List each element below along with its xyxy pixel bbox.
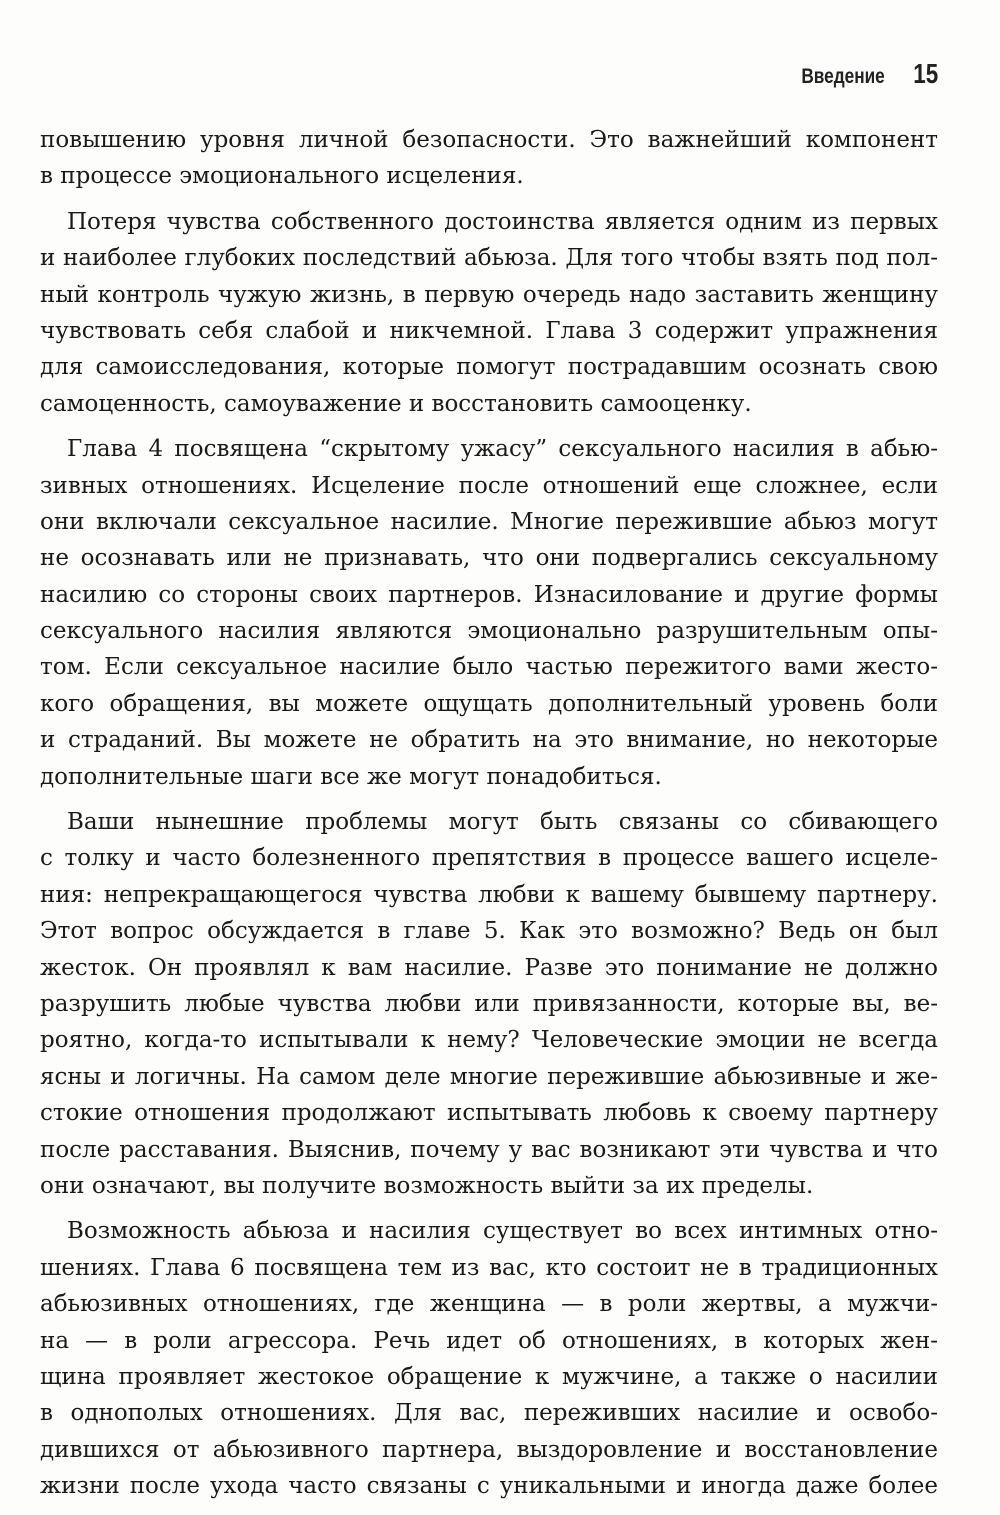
text-line: и наиболее глубоких последствий абьюза. Для того чтобы взять под пол- <box>40 245 938 272</box>
text-line: и страданий. Вы можете не обратить на это внимание, но некоторые <box>40 727 938 754</box>
paragraph <box>40 431 938 795</box>
text-line: Ваши нынешние проблемы могут быть связаны со сбивающего <box>67 809 938 836</box>
text-line: жизни после ухода часто связаны с уникальными и иногда даже более <box>40 1473 938 1500</box>
running-head <box>783 58 938 90</box>
text-line: они включали сексуальное насилие. Многие пережившие абьюз могут <box>40 508 938 535</box>
text-line: чувствовать себя слабой и никчемной. Глава 3 содержит упражнения <box>40 317 938 344</box>
text-line: сексуального насилия являются эмоционально разрушительным опы- <box>40 618 938 645</box>
text-line: том. Если сексуальное насилие было частью пережитого вами жесто- <box>40 654 938 681</box>
text-line: кого обращения, вы можете ощущать дополнительный уровень боли <box>40 690 938 717</box>
text-line: дившихся от абьюзивного партнера, выздоровление и восстановление <box>40 1436 938 1463</box>
paragraph <box>40 804 938 1204</box>
text-line: стокие отношения продолжают испытывать любовь к своему партнеру <box>40 1100 938 1127</box>
text-line: с толку и часто болезненного препятствия в процессе вашего исцеле- <box>40 845 938 872</box>
text-line: в однополых отношениях. Для вас, переживших насилие и освобо- <box>40 1400 938 1427</box>
text-line: в процессе эмоционального исцеления. <box>40 163 524 190</box>
text-line: Потеря чувства собственного достоинства является одним из первых <box>67 208 938 235</box>
text-line: ный контроль чужую жизнь, в первую очередь надо заставить женщину <box>40 281 938 308</box>
paragraph <box>40 1213 938 1504</box>
text-line: ния: непрекращающегося чувства любви к вашему бывшему партнеру. <box>40 881 938 908</box>
text-line: после расставания. Выяснив, почему у вас возникают эти чувства и что <box>40 1136 938 1163</box>
section-title: Введение <box>801 65 885 88</box>
paragraph <box>40 122 938 195</box>
text-line: насилию со стороны своих партнеров. Изнасилование и другие формы <box>40 581 938 608</box>
text-line: не осознавать или не признавать, что они подвергались сексуальному <box>40 545 938 572</box>
paragraph <box>40 204 938 422</box>
text-line: Глава 4 посвящена “скрытому ужасу” сексуального насилия в абью- <box>67 436 938 463</box>
body-text <box>40 122 938 1504</box>
text-line: шениях. Глава 6 посвящена тем из вас, кто состоит не в традиционных <box>40 1254 938 1281</box>
text-line: дополнительные шаги все же могут понадобиться. <box>40 763 662 790</box>
text-line: роятно, когда-то испытывали к нему? Человеческие эмоции не всегда <box>40 1027 938 1054</box>
text-line: абьюзивных отношениях, где женщина — в роли жертвы, а мужчи- <box>40 1291 938 1318</box>
text-line: самоценность, самоуважение и восстановить самооценку. <box>40 390 752 417</box>
text-line: разрушить любые чувства любви или привязанности, которые вы, ве- <box>40 990 938 1017</box>
text-line: они означают, вы получите возможность выйти за их пределы. <box>40 1172 814 1199</box>
text-line: повышению уровня личной безопасности. Это важнейший компонент <box>40 127 938 153</box>
page-number: 15 <box>913 58 938 89</box>
text-line: ясны и логичны. На самом деле многие пережившие абьюзивные и же- <box>40 1063 938 1090</box>
text-line: зивных отношениях. Исцеление после отношений еще сложнее, если <box>40 472 938 499</box>
text-line: жесток. Он проявлял к вам насилие. Разве это понимание не должно <box>40 954 938 981</box>
text-line: Возможность абьюза и насилия существует во всех интимных отно- <box>67 1218 938 1245</box>
text-line: Этот вопрос обсуждается в главе 5. Как это возможно? Ведь он был <box>40 918 938 945</box>
text-line: для самоисследования, которые помогут пострадавшим осознать свою <box>40 354 938 381</box>
text-line: на — в роли агрессора. Речь идет об отношениях, в которых жен- <box>40 1327 938 1354</box>
text-line: щина проявляет жестокое обращение к мужчине, а также о насилии <box>40 1363 938 1390</box>
